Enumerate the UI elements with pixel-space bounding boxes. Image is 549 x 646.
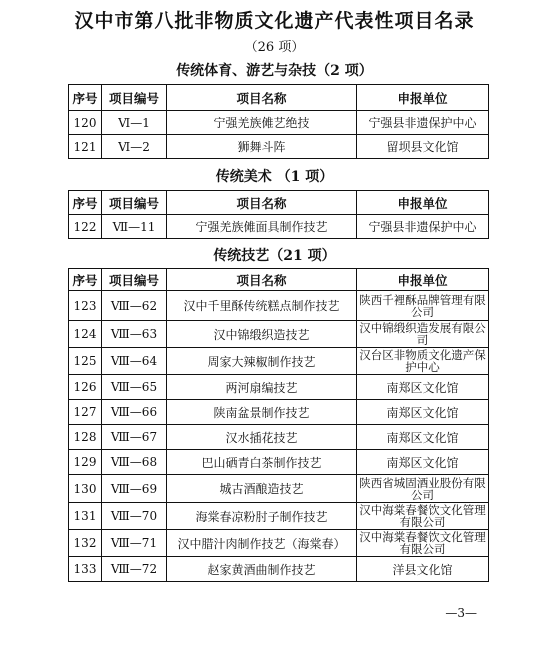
cell-unit: 南郑区文化馆	[357, 450, 489, 475]
header-unit: 申报单位	[357, 85, 489, 111]
cell-unit: 宁强县非遗保护中心	[357, 111, 489, 135]
table-header-row	[69, 191, 489, 215]
page-title: 汉中市第八批非物质文化遗产代表性项目名录	[74, 10, 475, 32]
table-row	[69, 215, 489, 239]
header-name: 项目名称	[167, 191, 357, 215]
cell-no: 132	[69, 530, 102, 557]
cell-unit: 南郑区文化馆	[357, 375, 489, 400]
cell-code: Ⅷ—63	[102, 321, 167, 348]
cell-code: Ⅷ—69	[102, 475, 167, 503]
table-row	[69, 503, 489, 530]
cell-no: 127	[69, 400, 102, 425]
cell-no: 124	[69, 321, 102, 348]
header-code: 项目编号	[102, 191, 167, 215]
cell-no: 121	[69, 135, 102, 159]
table-row	[69, 135, 489, 159]
cell-unit: 南郑区文化馆	[357, 425, 489, 450]
table-sports	[68, 84, 489, 159]
cell-code: Ⅷ—70	[102, 503, 167, 530]
header-code: 项目编号	[102, 85, 167, 111]
cell-code: Ⅷ—67	[102, 425, 167, 450]
cell-unit: 汉台区非物质文化遗产保护中心	[357, 348, 489, 375]
header-unit: 申报单位	[357, 269, 489, 291]
section-heading-art: 传统美术 （1 项）	[215, 169, 334, 185]
page-number: —3—	[445, 606, 477, 620]
cell-no: 129	[69, 450, 102, 475]
cell-no: 123	[69, 291, 102, 321]
cell-no: 120	[69, 111, 102, 135]
section-heading-craft: 传统技艺（21 项）	[213, 248, 336, 264]
section-heading-sports: 传统体育、游艺与杂技（2 项）	[176, 63, 373, 79]
table-row	[69, 425, 489, 450]
cell-name: 海棠春凉粉肘子制作技艺	[167, 503, 357, 530]
cell-code: Ⅷ—71	[102, 530, 167, 557]
header-name: 项目名称	[167, 269, 357, 291]
cell-unit: 洋县文化馆	[357, 557, 489, 582]
cell-name: 巴山硒青白茶制作技艺	[167, 450, 357, 475]
cell-code: Ⅷ—66	[102, 400, 167, 425]
cell-code: Ⅷ—72	[102, 557, 167, 582]
table-row	[69, 348, 489, 375]
header-no: 序号	[69, 85, 102, 111]
table-row	[69, 321, 489, 348]
cell-code: Ⅷ—68	[102, 450, 167, 475]
table-row	[69, 375, 489, 400]
header-no: 序号	[69, 269, 102, 291]
cell-name: 城古酒酿造技艺	[167, 475, 357, 503]
cell-unit: 留坝县文化馆	[357, 135, 489, 159]
cell-name: 两河扇编技艺	[167, 375, 357, 400]
table-row	[69, 475, 489, 503]
table-craft	[68, 268, 489, 582]
cell-code: Ⅶ—11	[102, 215, 167, 239]
cell-name: 狮舞斗阵	[167, 135, 357, 159]
cell-no: 128	[69, 425, 102, 450]
cell-unit: 汉中锦缎织造发展有限公司	[357, 321, 489, 348]
cell-no: 133	[69, 557, 102, 582]
cell-name: 宁强羌族傩艺绝技	[167, 111, 357, 135]
cell-unit: 陕西省城固酒业股份有限公司	[357, 475, 489, 503]
table-art	[68, 190, 489, 239]
table-row	[69, 400, 489, 425]
table-header-row	[69, 269, 489, 291]
cell-name: 赵家黄酒曲制作技艺	[167, 557, 357, 582]
cell-unit: 汉中海棠春餐饮文化管理有限公司	[357, 503, 489, 530]
cell-unit: 南郑区文化馆	[357, 400, 489, 425]
cell-name: 汉中腊汁肉制作技艺（海棠春）	[167, 530, 357, 557]
cell-no: 122	[69, 215, 102, 239]
cell-name: 周家大辣椒制作技艺	[167, 348, 357, 375]
cell-unit: 陕西千裡酥品牌管理有限公司	[357, 291, 489, 321]
cell-no: 125	[69, 348, 102, 375]
cell-code: Ⅷ—65	[102, 375, 167, 400]
table-row	[69, 111, 489, 135]
header-name: 项目名称	[167, 85, 357, 111]
cell-name: 汉中千里酥传统糕点制作技艺	[167, 291, 357, 321]
cell-no: 130	[69, 475, 102, 503]
cell-name: 陕南盆景制作技艺	[167, 400, 357, 425]
header-unit: 申报单位	[357, 191, 489, 215]
cell-no: 126	[69, 375, 102, 400]
table-header-row	[69, 85, 489, 111]
cell-name: 宁强羌族傩面具制作技艺	[167, 215, 357, 239]
cell-unit: 宁强县非遗保护中心	[357, 215, 489, 239]
table-row	[69, 557, 489, 582]
table-row	[69, 291, 489, 321]
table-row	[69, 530, 489, 557]
cell-code: Ⅵ—2	[102, 135, 167, 159]
cell-name: 汉水插花技艺	[167, 425, 357, 450]
item-count: （26 项）	[244, 40, 305, 55]
cell-code: Ⅷ—62	[102, 291, 167, 321]
cell-unit: 汉中海棠春餐饮文化管理有限公司	[357, 530, 489, 557]
cell-name: 汉中锦缎织造技艺	[167, 321, 357, 348]
cell-no: 131	[69, 503, 102, 530]
header-code: 项目编号	[102, 269, 167, 291]
table-row	[69, 450, 489, 475]
header-no: 序号	[69, 191, 102, 215]
cell-code: Ⅷ—64	[102, 348, 167, 375]
cell-code: Ⅵ—1	[102, 111, 167, 135]
